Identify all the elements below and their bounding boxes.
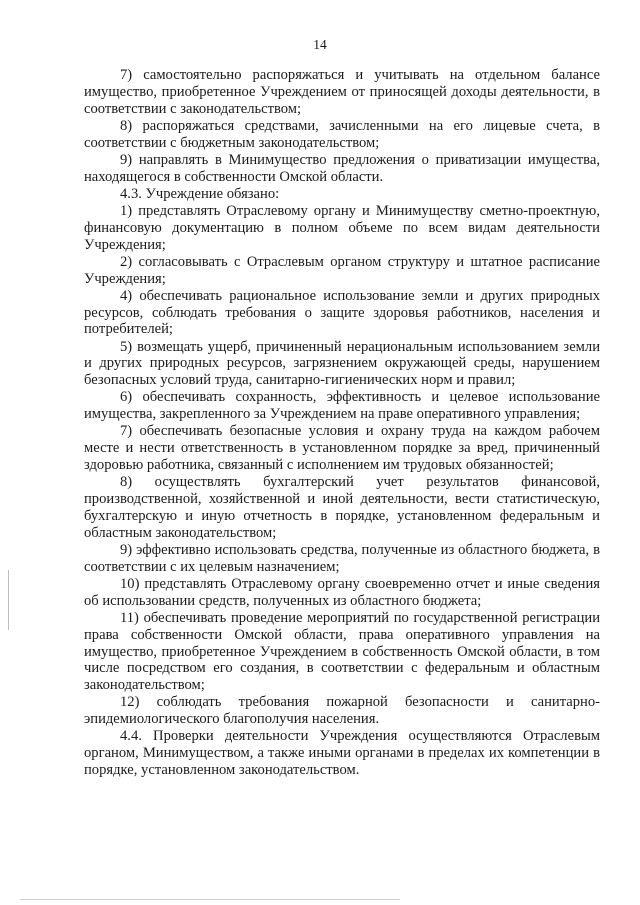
paragraph-1-9: 9) направлять в Минимущество предложения о приватизации имущества, находящегося в собственности Омской области. bbox=[84, 151, 600, 185]
paragraph-2-7: 7) обеспечивать безопасные условия и охрану труда на каждом рабочем месте и нести ответственность в установленном порядке за вред, причиненный здоровью работника, связанный с исполнением им трудовых обязанностей; bbox=[84, 423, 600, 474]
paragraph-2-6: 6) обеспечивать сохранность, эффективность и целевое использование имущества, закрепленного за Учреждением на праве оперативного управления; bbox=[84, 389, 600, 423]
paragraph-2-2: 2) согласовывать с Отраслевым органом структуру и штатное расписание Учреждения; bbox=[84, 253, 600, 287]
paragraph-2-9: 9) эффективно использовать средства, полученные из областного бюджета, в соответствии с их целевым назначением; bbox=[84, 541, 600, 575]
scan-artifact-left bbox=[8, 570, 9, 630]
page-number: 14 bbox=[313, 37, 327, 52]
paragraph-2-11: 11) обеспечивать проведение мероприятий по государственной регистрации права собственности Омской области, права оперативного управления на имущество, приобретенное Учреждением в собственность Омской области, в том числе посредством его создания, в соответствии с федеральным и областным законодательством; bbox=[84, 609, 600, 694]
paragraph-2-4: 4) обеспечивать рациональное использование земли и других природных ресурсов, соблюдать требования о защите здоровья работников, населения и потребителей; bbox=[84, 287, 600, 338]
paragraph-2-10: 10) представлять Отраслевому органу своевременно отчет и иные сведения об использовании средств, полученных из областного бюджета; bbox=[84, 575, 600, 609]
document-body bbox=[84, 67, 600, 779]
paragraph-2-5: 5) возмещать ущерб, причиненный нерациональным использованием земли и других природных ресурсов, загрязнением окружающей среды, нарушением безопасных условий труда, санитарно-гигиенических норм и правил; bbox=[84, 338, 600, 389]
paragraph-1-8: 8) распоряжаться средствами, зачисленными на его лицевые счета, в соответствии с бюджетным законодательством; bbox=[84, 117, 600, 151]
scan-artifact-bottom bbox=[20, 899, 400, 900]
paragraph-2-12: 12) соблюдать требования пожарной безопасности и санитарно-эпидемиологического благополучия населения. bbox=[84, 694, 600, 728]
section-4-4: 4.4. Проверки деятельности Учреждения осуществляются Отраслевым органом, Минимуществом, а также иными органами в пределах их компетенции в порядке, установленном законодательством. bbox=[84, 728, 600, 779]
paragraph-2-1: 1) представлять Отраслевому органу и Минимуществу сметно-проектную, финансовую документацию в полном объеме по всем видам деятельности Учреждения; bbox=[84, 202, 600, 253]
paragraph-2-8: 8) осуществлять бухгалтерский учет результатов финансовой, производственной, хозяйственной и иной деятельности, вести статистическую, бухгалтерскую и иную отчетность в порядке, установленном федеральным и областным законодательством; bbox=[84, 474, 600, 541]
paragraph-1-7: 7) самостоятельно распоряжаться и учитывать на отдельном балансе имущество, приобретенное Учреждением от приносящей доходы деятельности, в соответствии с законодательством; bbox=[84, 67, 600, 117]
section-heading-4-3: 4.3. Учреждение обязано: bbox=[120, 185, 280, 202]
